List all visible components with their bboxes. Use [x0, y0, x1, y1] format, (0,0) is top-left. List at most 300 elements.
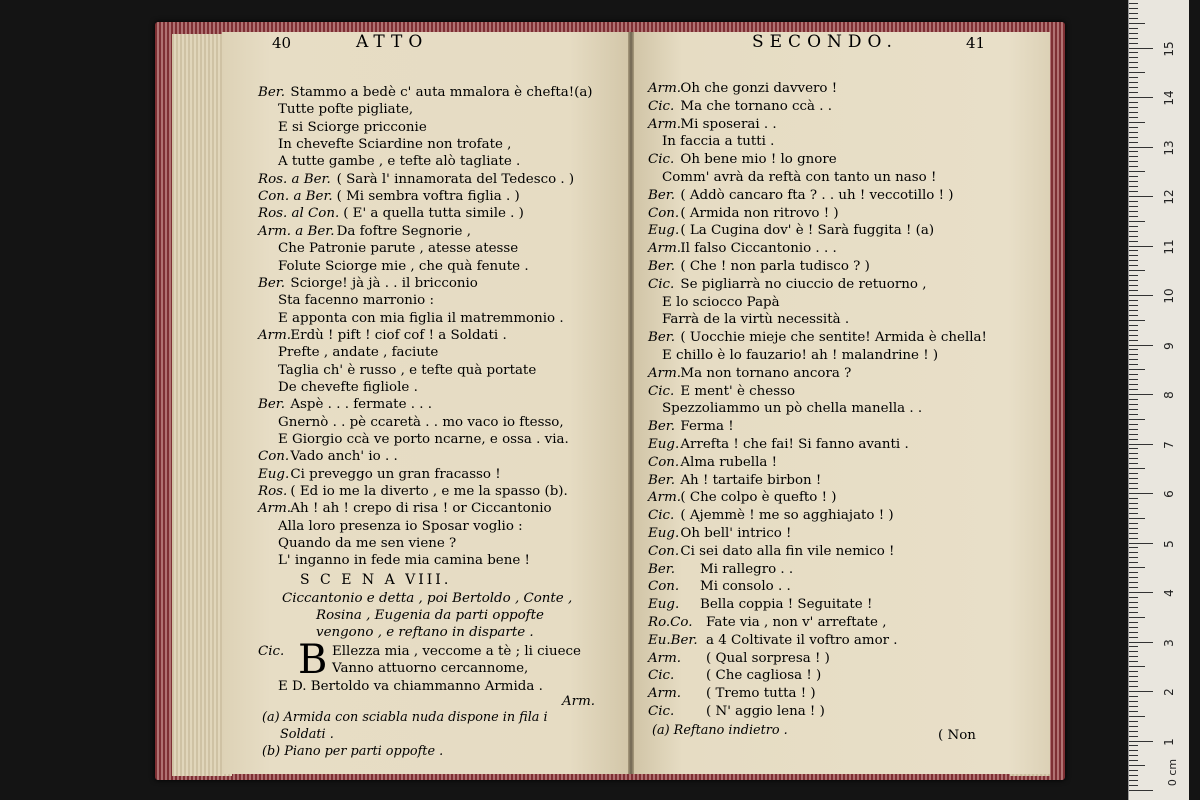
verse-line: E lo sciocco Papà	[662, 294, 780, 310]
ruler-tick	[1129, 270, 1145, 271]
speaker-label: Cic.	[648, 508, 675, 524]
ruler-tick	[1129, 745, 1138, 746]
verse-line: Alma rubella !	[680, 454, 777, 470]
verse-line: Erdù ! pift ! ciof cof ! a Soldati .	[290, 327, 507, 343]
verse-line: ( Che colpo è quefto ! )	[680, 490, 837, 506]
ruler-tick	[1129, 305, 1138, 306]
speaker-label: Ber.	[648, 259, 675, 274]
ruler-number: 6	[1162, 490, 1176, 498]
ruler-tick	[1129, 142, 1138, 143]
ruler-tick	[1129, 543, 1153, 544]
verse-line: Bella coppia ! Seguitate !	[700, 597, 873, 613]
verse-line: Farrà de la virtù necessità .	[662, 312, 850, 328]
ruler-tick	[1129, 770, 1138, 771]
ruler-tick	[1129, 533, 1138, 534]
speaker-label: Arm.	[258, 327, 292, 343]
ruler-tick	[1129, 221, 1145, 222]
ruler-tick	[1129, 736, 1138, 737]
ruler-tick	[1129, 57, 1138, 58]
verse-line: Ah ! ah ! crepo di risa ! or Ciccantonio	[290, 501, 552, 517]
ruler-tick	[1129, 493, 1153, 494]
ruler-tick	[1129, 325, 1138, 326]
ruler-tick	[1129, 448, 1138, 449]
verse-line: ( Tremo tutta ! )	[706, 686, 816, 702]
verse-line: Arrefta ! che fai! Si fanno avanti .	[680, 437, 909, 452]
ruler-tick	[1129, 478, 1138, 479]
ruler-tick	[1129, 765, 1145, 766]
ruler-tick	[1129, 661, 1138, 662]
ruler-tick	[1129, 617, 1145, 618]
speaker-label: Cic.	[258, 643, 285, 659]
ruler-tick	[1129, 359, 1138, 360]
ruler-tick	[1129, 711, 1138, 712]
verse-line: Ellezza mia , veccome a tè ; li ciuece	[332, 643, 581, 659]
speaker-label: Cic.	[648, 276, 675, 292]
speaker-label: Ros. al Con.	[258, 206, 340, 222]
speaker-label: Cic.	[648, 383, 675, 399]
ruler-tick	[1129, 62, 1138, 63]
ruler-number: 4	[1162, 589, 1176, 597]
ruler-tick	[1129, 112, 1138, 113]
ruler-tick	[1129, 453, 1138, 454]
speaker-label: Arm. a Ber.	[258, 223, 335, 239]
ruler-tick	[1129, 671, 1138, 672]
verse-line: Quando da me sen viene ?	[278, 536, 457, 552]
verse-line: Ah ! tartaife birbon !	[680, 472, 822, 488]
ruler-tick	[1129, 87, 1138, 88]
ruler-tick	[1129, 275, 1138, 276]
ruler-tick	[1129, 646, 1138, 647]
verse-line: E Giorgio ccà ve porto ncarne, e ossa . via.	[278, 432, 569, 447]
verse-line: Folute Sciorge mie , che quà fenute .	[278, 258, 529, 274]
ruler-tick	[1129, 696, 1138, 697]
ruler-tick	[1129, 488, 1138, 489]
speaker-label: Ber.	[648, 561, 675, 577]
ruler-tick	[1129, 592, 1153, 593]
ruler-tick	[1129, 186, 1138, 187]
verse-line: Oh bene mio ! lo gnore	[680, 152, 837, 168]
speaker-label: Ber.	[648, 472, 675, 488]
ruler-tick	[1129, 642, 1153, 643]
verse-line: ( E' a quella tutta simile . )	[343, 206, 524, 222]
ruler-tick	[1129, 582, 1138, 583]
ruler-tick	[1129, 216, 1138, 217]
ruler-tick	[1129, 18, 1138, 19]
ruler-tick	[1129, 503, 1138, 504]
ruler-tick	[1129, 444, 1153, 445]
verse-line: Vado anch' io . .	[290, 449, 398, 465]
ruler-tick	[1129, 265, 1138, 266]
ruler-tick	[1129, 166, 1138, 167]
speaker-label: Arm.	[648, 686, 682, 702]
ruler-tick	[1129, 731, 1138, 732]
ruler-tick	[1129, 191, 1138, 192]
ruler-tick	[1129, 43, 1138, 44]
speaker-label: Arm.	[648, 365, 682, 381]
verse-line: Da foftre Segnorie ,	[336, 223, 471, 239]
ruler-tick	[1129, 424, 1138, 425]
ruler-number: 11	[1162, 238, 1176, 255]
ruler-number: 5	[1162, 539, 1176, 548]
ruler-tick	[1129, 602, 1138, 603]
verse-line: In faccia a tutti .	[662, 134, 775, 150]
ruler-tick	[1129, 255, 1138, 256]
ruler-tick	[1129, 666, 1145, 667]
ruler-tick	[1129, 335, 1138, 336]
verse-line: Spezzoliammo un pò chella manella . .	[662, 401, 923, 417]
ruler-tick	[1129, 8, 1138, 9]
ruler-tick	[1129, 716, 1145, 717]
ruler-tick	[1129, 557, 1138, 558]
ruler-tick	[1129, 295, 1153, 296]
verse-line: Gnernò . . pè ccaretà . . mo vaco io ftesso,	[278, 414, 564, 430]
speaker-label: Cic.	[648, 152, 675, 168]
ruler-tick	[1129, 632, 1138, 633]
verse-line: Ma che tornano ccà . .	[680, 98, 833, 114]
ruler-tick	[1129, 300, 1138, 301]
verse-line: ( La Cugina dov' è ! Sarà fuggita ! (a)	[680, 223, 935, 239]
ruler-tick	[1129, 241, 1138, 242]
verse-line: E chillo è lo fauzario! ah ! malandrine ! )	[662, 348, 939, 363]
ruler-tick	[1129, 637, 1138, 638]
ruler-tick	[1129, 206, 1138, 207]
ruler-tick	[1129, 67, 1138, 68]
ruler-tick	[1129, 483, 1138, 484]
verse-line: Comm' avrà da reftà con tanto un naso !	[662, 170, 937, 185]
speaker-label: Con. a Ber.	[258, 189, 333, 205]
ruler-tick	[1129, 463, 1138, 464]
ruler-tick	[1129, 246, 1153, 247]
speaker-label: Ros. a Ber.	[258, 171, 331, 187]
speaker-label: Arm.	[648, 650, 682, 666]
speaker-label: Ber.	[258, 397, 285, 413]
ruler-tick	[1129, 127, 1138, 128]
speaker-label: Con.	[648, 205, 680, 221]
ruler-tick	[1129, 280, 1138, 281]
ruler-tick	[1129, 161, 1138, 162]
footnote-left: (a) Armida con sciabla nuda dispone in fila i	[262, 709, 548, 725]
ruler-tick	[1129, 562, 1138, 563]
ruler-number: 13	[1162, 139, 1176, 156]
ruler-tick	[1129, 597, 1138, 598]
ruler-tick	[1129, 260, 1138, 261]
verse-line: Tutte pofte pigliate,	[278, 102, 414, 118]
ruler-tick	[1129, 686, 1138, 687]
ruler-tick	[1129, 706, 1138, 707]
verse-line: Stammo a bedè c' auta mmalora è chefta!(a)	[290, 85, 593, 100]
ruler-tick	[1129, 676, 1138, 677]
speaker-label: Arm.	[648, 81, 682, 96]
verse-line: Che Patronie parute , atesse atesse	[278, 241, 519, 257]
ruler-tick	[1129, 13, 1138, 14]
ruler-tick	[1129, 419, 1145, 420]
ruler-tick	[1129, 77, 1138, 78]
ruler-tick	[1129, 102, 1138, 103]
verse-line: In chevefte Sciardine non trofate ,	[278, 137, 512, 153]
ruler-tick	[1129, 538, 1138, 539]
ruler-tick	[1129, 468, 1145, 469]
ruler-tick	[1129, 547, 1138, 548]
ruler-tick	[1129, 349, 1138, 350]
page-number-left: 40	[272, 34, 292, 52]
ruler-tick	[1129, 384, 1138, 385]
ruler-tick	[1129, 231, 1138, 232]
ruler-tick	[1129, 785, 1138, 786]
ruler-tick	[1129, 627, 1138, 628]
verse-line: Vanno attuorno cercannome,	[332, 661, 529, 677]
scene-cast-line: vengono , e reftano in disparte .	[316, 624, 534, 640]
speaker-label: Arm.	[258, 501, 292, 517]
ruler-tick	[1129, 755, 1138, 756]
ruler-tick	[1129, 587, 1138, 588]
ruler-tick	[1129, 226, 1138, 227]
ruler-tick	[1129, 345, 1153, 346]
ruler-tick	[1129, 429, 1138, 430]
ruler-number: 9	[1162, 341, 1176, 350]
ruler-tick	[1129, 132, 1138, 133]
book-gutter	[628, 32, 634, 774]
ruler-number: 3	[1162, 638, 1176, 647]
verse-line: Ci preveggo un gran fracasso !	[290, 466, 501, 482]
ruler-tick	[1129, 389, 1138, 390]
verse-line: Ferma !	[680, 419, 734, 435]
ruler-tick	[1129, 97, 1153, 98]
ruler-tick	[1129, 473, 1138, 474]
verse-line: ( Mi sembra voftra figlia . )	[336, 189, 520, 205]
ruler-tick	[1129, 458, 1138, 459]
ruler-tick	[1129, 369, 1145, 370]
speaker-label: Eug.	[648, 223, 680, 239]
speaker-label: Ro.Co.	[648, 615, 693, 630]
verse-line: Ci sei dato alla fin vile nemico !	[680, 543, 895, 559]
ruler-tick	[1129, 404, 1138, 405]
ruler-number: 8	[1162, 391, 1176, 399]
ruler-tick	[1129, 523, 1138, 524]
ruler-tick	[1129, 651, 1138, 652]
footnote-left: Soldati .	[280, 726, 334, 742]
ruler-tick	[1129, 151, 1138, 152]
ruler-tick	[1129, 691, 1153, 692]
ruler-tick	[1129, 518, 1145, 519]
verse-line: Aspè . . . fermate . . .	[290, 397, 433, 413]
speaker-label: Cic.	[648, 704, 675, 719]
ruler-tick	[1129, 107, 1138, 108]
ruler-tick	[1129, 181, 1138, 182]
ruler-tick	[1129, 315, 1138, 316]
ruler-tick	[1129, 399, 1138, 400]
ruler-number: 7	[1162, 440, 1176, 449]
speaker-label: Cic.	[648, 668, 675, 684]
verse-line: E D. Bertoldo va chiammanno Armida .	[278, 678, 543, 694]
footnote-right: (a) Reftano indietro .	[652, 723, 788, 738]
speaker-label: Eug.	[648, 526, 680, 541]
ruler-tick	[1129, 379, 1138, 380]
ruler-tick	[1129, 552, 1138, 553]
ruler-tick	[1129, 701, 1138, 702]
ruler-number: 1	[1162, 737, 1176, 746]
ruler-tick	[1129, 726, 1138, 727]
ruler-tick	[1129, 122, 1145, 123]
ruler-tick	[1129, 23, 1145, 24]
verse-line: ( Ed io me la diverto , e me la spasso (b).	[290, 484, 568, 500]
ruler-tick	[1129, 48, 1153, 49]
verse-line: ( Che ! non parla tudisco ? )	[680, 259, 870, 274]
ruler-tick	[1129, 156, 1138, 157]
verse-line: ( N' aggio lena ! )	[706, 704, 825, 719]
verse-line: Fate via , non v' arreftate ,	[706, 615, 887, 630]
ruler-tick	[1129, 236, 1138, 237]
speaker-label: Eug.	[648, 437, 680, 452]
ruler-number: 15	[1162, 40, 1176, 57]
ruler-tick	[1129, 790, 1153, 791]
verse-line: Mi sposerai . .	[680, 116, 777, 132]
ruler-tick	[1129, 201, 1138, 202]
speaker-label: Ber.	[648, 187, 675, 203]
ruler-tick	[1129, 528, 1138, 529]
scene-cast-line: Rosina , Eugenia da parti oppofte	[316, 607, 544, 623]
scene-cast-line: Ciccantonio e detta , poi Bertoldo , Conte ,	[282, 590, 573, 606]
ruler-tick	[1129, 285, 1138, 286]
ruler-tick	[1129, 434, 1138, 435]
verse-line: a 4 Coltivate il voftro amor .	[706, 632, 898, 648]
verse-line: De chevefte figliole .	[278, 379, 418, 395]
speaker-label: Ber.	[258, 275, 285, 291]
ruler-tick	[1129, 176, 1138, 177]
ruler-tick	[1129, 137, 1138, 138]
verse-line: A tutte gambe , e tefte alò tagliate .	[278, 154, 521, 170]
ruler-tick	[1129, 171, 1145, 172]
verse-line: ( Armida non ritrovo ! )	[680, 205, 839, 221]
verse-line: Il falso Ciccantonio . . .	[680, 241, 837, 257]
ruler-tick	[1129, 572, 1138, 573]
verse-line: ( Qual sorpresa ! )	[706, 650, 830, 666]
verse-line: ( Che cagliosa ! )	[706, 668, 822, 684]
speaker-label: Cic.	[648, 98, 675, 114]
speaker-label: Con.	[648, 454, 680, 470]
running-head-left: ATTO	[356, 32, 429, 52]
drop-cap: B	[298, 636, 328, 683]
verse-line: Alla loro presenza io Sposar voglio :	[278, 518, 523, 534]
ruler-tick	[1129, 656, 1138, 657]
verse-line: E si Sciorge pricconie	[278, 119, 427, 135]
verse-line: Mi consolo . .	[700, 579, 791, 595]
ruler-tick	[1129, 92, 1138, 93]
speaker-label: Arm.	[648, 490, 682, 506]
ruler-tick	[1129, 147, 1153, 148]
verse-line: Se pigliarrà no ciuccio de retuorno ,	[680, 276, 927, 292]
ruler-tick	[1129, 394, 1153, 395]
ruler-tick	[1129, 612, 1138, 613]
measuring-ruler	[1128, 0, 1189, 800]
verse-line: L' inganno in fede mia camina bene !	[278, 553, 530, 569]
ruler-tick	[1129, 439, 1138, 440]
ruler-tick	[1129, 52, 1138, 53]
ruler-tick	[1129, 330, 1138, 331]
ruler-tick	[1129, 340, 1138, 341]
ruler-tick	[1129, 750, 1138, 751]
ruler-tick	[1129, 622, 1138, 623]
ruler-tick	[1129, 364, 1138, 365]
ruler-tick	[1129, 374, 1138, 375]
ruler-tick	[1129, 775, 1138, 776]
speaker-label: Eu.Ber.	[648, 632, 698, 648]
ruler-tick	[1129, 82, 1138, 83]
ruler-tick	[1129, 409, 1138, 410]
speaker-label: Ber.	[648, 330, 675, 346]
ruler-number: 2	[1162, 688, 1176, 696]
ruler-tick	[1129, 498, 1138, 499]
ruler-tick	[1129, 33, 1138, 34]
ruler-tick	[1129, 780, 1138, 781]
verse-line: ( Uocchie mieje che sentite! Armida è chella!	[680, 330, 987, 346]
verse-line: Oh bell' intrico !	[680, 526, 792, 541]
ruler-tick	[1129, 513, 1138, 514]
catchword-right: ( Non	[938, 727, 976, 743]
ruler-tick	[1129, 3, 1138, 4]
speaker-label: Con.	[648, 543, 680, 559]
ruler-tick	[1129, 508, 1138, 509]
verse-line: Mi rallegro . .	[700, 561, 794, 577]
verse-line: Taglia ch' è russo , e tefte quà portate	[278, 362, 537, 378]
ruler-tick	[1129, 721, 1138, 722]
verse-line: Sciorge! jà jà . . il bricconio	[290, 275, 478, 291]
ruler-tick	[1129, 72, 1145, 73]
page-number-right: 41	[966, 34, 986, 52]
ruler-tick	[1129, 320, 1145, 321]
speaker-label: Ber.	[258, 85, 285, 100]
verse-line: ( Ajemmè ! me so agghiajato ! )	[680, 508, 894, 524]
running-head-right: SECONDO.	[752, 32, 898, 52]
verse-line: ( Sarà l' innamorata del Tedesco . )	[336, 171, 575, 187]
speaker-label: Arm.	[648, 241, 682, 257]
ruler-tick	[1129, 38, 1138, 39]
verse-line: E ment' è chesso	[680, 383, 796, 399]
verse-line: Sta facenno marronio :	[278, 293, 435, 309]
ruler-tick	[1129, 414, 1138, 415]
ruler-number: 10	[1162, 288, 1176, 304]
ruler-tick	[1129, 196, 1153, 197]
ruler-tick	[1129, 290, 1138, 291]
verse-line: ( Addò cancaro fta ? . . uh ! veccotillo ! )	[680, 187, 954, 203]
ruler-tick	[1129, 28, 1138, 29]
verse-line: Ma non tornano ancora ?	[680, 365, 852, 381]
ruler-tick	[1129, 760, 1138, 761]
speaker-label: Eug.	[258, 466, 290, 482]
ruler-tick	[1129, 577, 1138, 578]
ruler-tick	[1129, 117, 1138, 118]
verse-line: Prefte , andate , faciute	[278, 345, 439, 361]
speaker-label: Ros.	[258, 484, 288, 500]
catchword-left: Arm.	[562, 693, 596, 709]
ruler-number: 12	[1162, 189, 1176, 205]
ruler-tick	[1129, 250, 1138, 251]
ruler-tick	[1129, 354, 1138, 355]
verse-line: E apponta con mia figlia il matremmonio .	[278, 310, 564, 326]
ruler-tick	[1129, 310, 1138, 311]
ruler-unit-label: 0 cm	[1166, 758, 1180, 787]
ruler-tick	[1129, 681, 1138, 682]
ruler-tick	[1129, 607, 1138, 608]
speaker-label: Arm.	[648, 116, 682, 132]
ruler-number: 14	[1162, 90, 1176, 106]
scene-heading: S C E N A VIII.	[300, 571, 452, 588]
footnote-left: (b) Piano per parti oppofte .	[262, 743, 444, 759]
verse-line: Oh che gonzi davvero !	[680, 81, 838, 96]
speaker-label: Con.	[648, 579, 680, 595]
speaker-label: Con.	[258, 449, 290, 465]
speaker-label: Ber.	[648, 419, 675, 435]
ruler-tick	[1129, 567, 1145, 568]
